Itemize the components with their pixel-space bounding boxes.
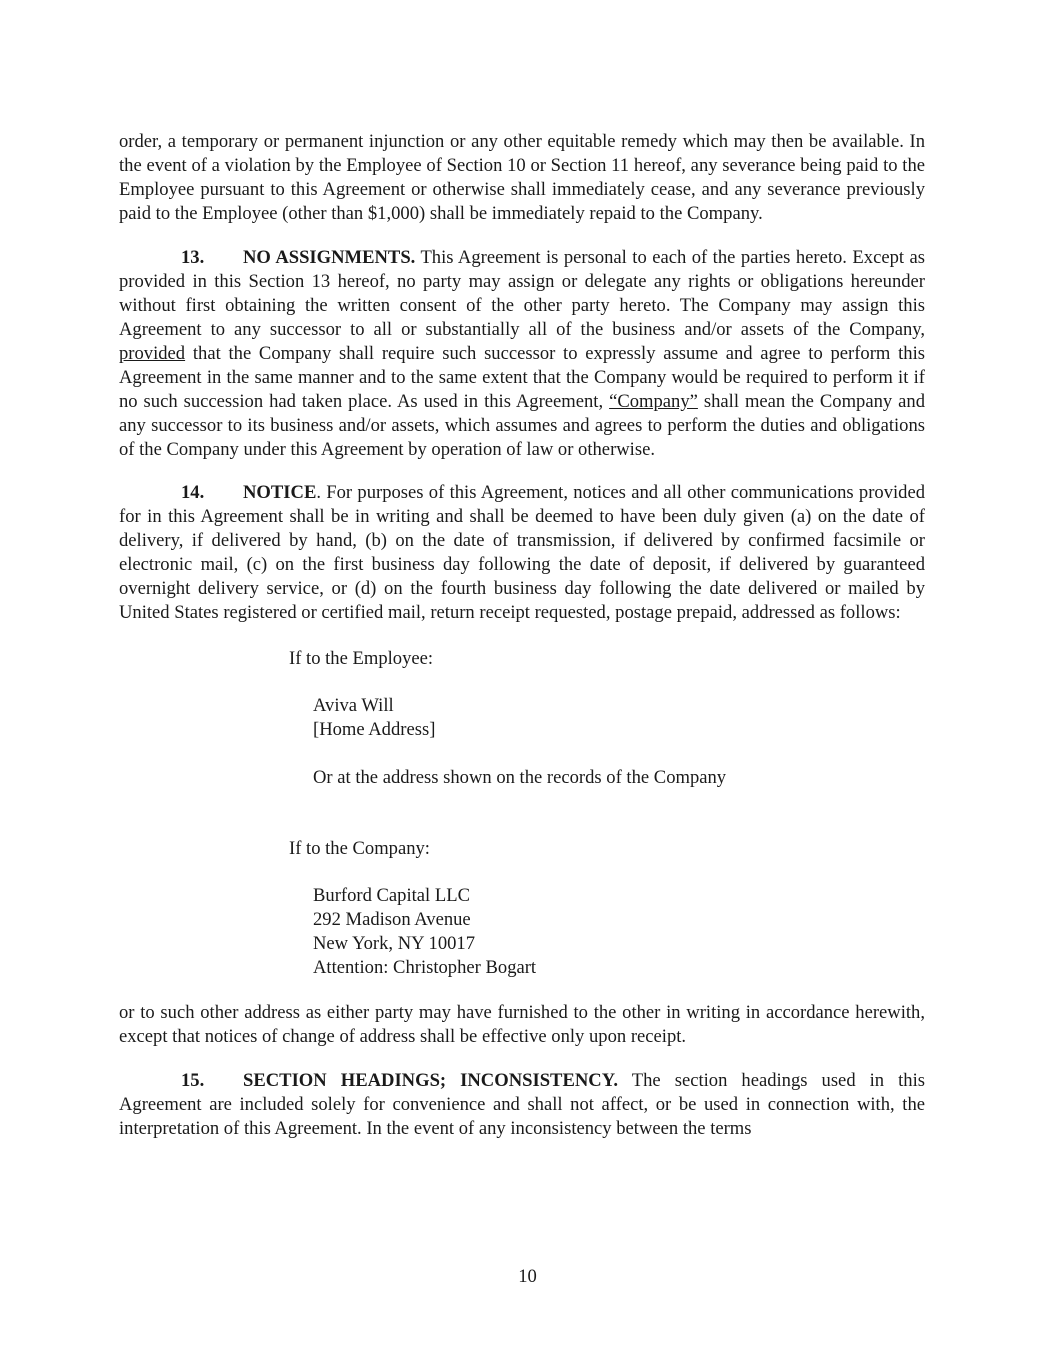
page-number: 10 [518, 1266, 537, 1287]
company-street: 292 Madison Avenue [313, 909, 471, 930]
company-label: If to the Company: [289, 838, 430, 859]
section-13-text-3: shall mean the Company and any successor to its business and/or assets, which assumes and agrees to perform the duties and obligations of the Company under this Agreement by operation of law or otherwise. [119, 391, 925, 460]
company-address-block [313, 884, 925, 980]
document-page [119, 130, 925, 1160]
employee-alt-address: Or at the address shown on the records of the Company [313, 767, 727, 788]
section-14-number: 14. [181, 482, 205, 503]
employee-name: Aviva Will [313, 695, 394, 716]
section-15-number: 15. [181, 1070, 205, 1091]
company-name: Burford Capital LLC [313, 885, 470, 906]
section-13-number: 13. [181, 247, 205, 268]
redacted-line [313, 790, 925, 814]
employee-home-address: [Home Address] [313, 719, 436, 740]
company-city: New York, NY 10017 [313, 933, 476, 954]
employee-label: If to the Employee: [289, 648, 434, 669]
section-15 [119, 1069, 925, 1141]
notice-closing: or to such other address as either party may have furnished to the other in writing in accordance herewith, except that notices of change of address shall be effective only upon receipt. [119, 1002, 925, 1047]
company-attention: Attention: Christopher Bogart [313, 957, 537, 978]
section-13-text-1: This Agreement is personal to each of the parties hereto. Except as provided in this Section 13 hereof, no party may assign or delegate any rights or obligations hereunder without first obtaining the written consent of the other party hereto. The Company may assign this Agreement to any successor to all or substantially all of the business and/or assets of the Company, [119, 247, 925, 340]
section-13-company-term: “Company” [609, 391, 698, 412]
section-13-provided: provided [119, 343, 186, 364]
section-14 [119, 481, 925, 625]
section-13-text-2: that the Company shall require such successor to expressly assume and agree to perform this Agreement in the same manner and to the same extent that the Company would be required to perform it if no such succession had taken place. As used in this Agreement, [119, 343, 925, 412]
section-13 [119, 246, 925, 462]
paragraph-continuation: order, a temporary or permanent injunction or any other equitable remedy which may then be available. In the event of a violation by the Employee of Section 10 or Section 11 hereof, any severance being paid to the Employee pursuant to this Agreement or otherwise shall immediately cease, and any severance previously paid to the Employee (other than $1,000) shall be immediately repaid to the Company. [119, 131, 925, 224]
section-15-heading: SECTION HEADINGS; INCONSISTENCY. [243, 1070, 619, 1091]
employee-address-block [313, 694, 925, 814]
section-15-text: The section headings used in this Agreement are included solely for convenience and shall not affect, or be used in connection with, the interpretation of this Agreement. In the event of any inconsistency between the terms [119, 1070, 925, 1139]
section-14-heading: NOTICE [243, 482, 317, 503]
section-13-heading: NO ASSIGNMENTS. [243, 247, 416, 268]
section-14-text: . For purposes of this Agreement, notices and all other communications provided for in this Agreement shall be in writing and shall be deemed to have been duly given (a) on the date of delivery, if delivered by hand, (b) on the date of transmission, if delivered by confirmed facsimile or electronic mail, (c) on the first business day following the date of deposit, if delivered by guaranteed overnight delivery service, or (d) on the fourth business day following the date delivered or mailed by United States registered or certified mail, return receipt requested, postage prepaid, addressed as follows: [119, 482, 925, 623]
redacted-line [313, 742, 925, 766]
